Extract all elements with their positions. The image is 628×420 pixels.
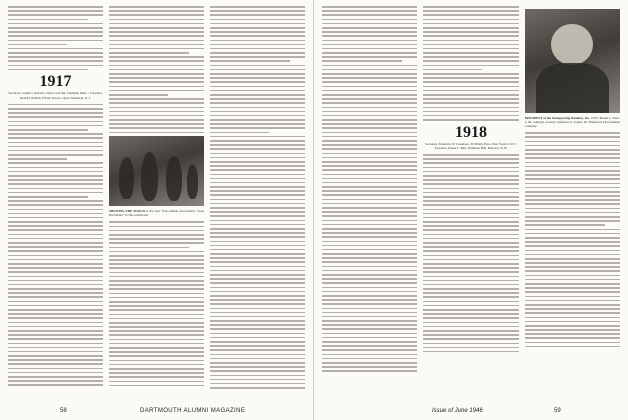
right-footer (314, 406, 628, 416)
right-column-1 (322, 6, 417, 402)
magazine-title: DARTMOUTH ALUMNI MAGAZINE (140, 408, 246, 414)
left-column-2 (109, 6, 204, 402)
body-text (322, 6, 417, 372)
issue-date: Issue of June 1946 (432, 408, 483, 414)
left-column-3 (210, 6, 305, 402)
year-heading: 1918 (454, 123, 487, 141)
photo-caption (525, 116, 620, 128)
portrait-photo (525, 9, 620, 113)
caption-text: at the New York Alumni Association's “Gala Hat Dinner” in The Grill Room. (109, 209, 204, 218)
body-text (210, 6, 305, 389)
body-text (109, 6, 204, 133)
right-column-2 (423, 6, 518, 402)
class-officers: Secretary, Josiah G. Roberts, Silver Leaf Inn, Chatham, Mass. / Treasurer, Richard Aldrich, 8 Park Terrace, Upper Montclair, N. J. (8, 91, 103, 100)
body-text (8, 104, 103, 386)
caption-lead: PRESIDENT of the Sontagrowing Dunelasy, Inc. (524, 116, 590, 120)
class-officers: Secretary, Frederick W. Cassebeer, 36 Trinity Place, New York 6, N.Y. / Treasurer, Ernest L. Barr, Parkhurst Hall, Hanover, N. H. (425, 141, 517, 150)
right-page (314, 0, 628, 420)
year-heading: 1917 (39, 73, 72, 91)
dinner-photo (109, 136, 204, 206)
body-text (423, 6, 518, 121)
left-column-1 (8, 6, 103, 402)
left-footer (0, 406, 313, 416)
right-column-3 (525, 6, 620, 402)
body-text (423, 154, 518, 352)
photo-caption (109, 209, 204, 217)
page-number: 59 (554, 408, 561, 414)
caption-lead: SHOWING THE POOCH (109, 209, 145, 214)
body-text (109, 221, 204, 386)
page-number: 58 (60, 408, 67, 414)
body-text (8, 6, 103, 70)
body-text (525, 132, 620, 347)
caption-text: 1918's Martin L. Drew, is the company recently organized to acquire the Brunswick Development Company. (524, 116, 620, 129)
